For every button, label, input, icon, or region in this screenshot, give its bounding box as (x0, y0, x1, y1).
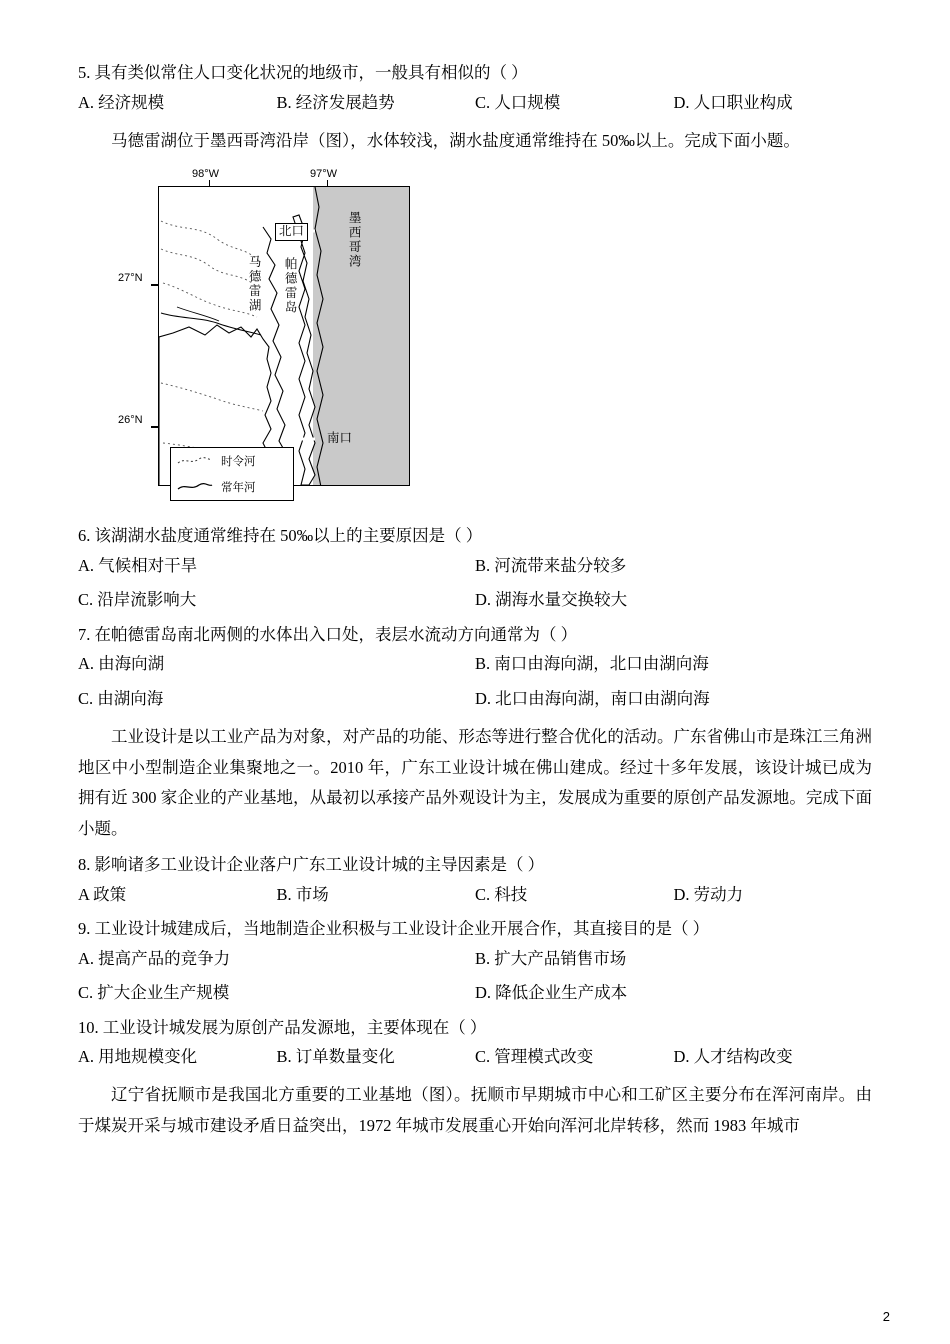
question-9-options-row1 (78, 946, 872, 972)
option-d[interactable]: D. 劳动力 (673, 884, 744, 904)
legend-perennial-river (171, 474, 293, 500)
question-10-stem: 10. 工业设计城发展为原创产品发源地，主要体现在（ ） (78, 1017, 487, 1037)
passage-lake: 马德雷湖位于墨西哥湾沿岸（图），水体较浅，湖水盐度通常维持在 50‰以上。完成下面小题。 (111, 130, 800, 150)
question-10-options (78, 1044, 872, 1070)
option-b[interactable]: B. 经济发展趋势 (276, 92, 395, 112)
question-7-options-row2 (78, 686, 872, 712)
label-gulf: 墨西哥湾 (347, 211, 362, 270)
question-6-options-row1 (78, 553, 872, 579)
page-number: 2 (882, 1309, 890, 1324)
option-c[interactable]: C. 由湖向海 (78, 688, 164, 708)
label-south-inlet: 南口 (327, 431, 353, 446)
legend-seasonal-river-label: 时令河 (221, 456, 256, 469)
passage-industrial-design: 工业设计是以工业产品为对象，对产品的功能、形态等进行整合优化的活动。广东省佛山市是珠江三角洲地区中小型制造企业集聚地之一。2010 年，广东工业设计城在佛山建成。经过十多年发展，该设计城已成为拥有近 300 家企业的产业基地，从最初以承接产品外观设计为主，发展成为重要的原创产品发源地。完成下面小题。 (78, 727, 872, 838)
legend-perennial-river-label: 常年河 (221, 482, 256, 495)
label-north-inlet: 北口 (275, 223, 308, 240)
tick-lat-26 (151, 426, 158, 427)
option-b[interactable]: B. 扩大产品销售市场 (475, 948, 627, 968)
question-9-options-row2 (78, 980, 872, 1006)
label-lagoon: 马德雷湖 (247, 255, 262, 314)
latitude-label-27n: 27°N (118, 272, 143, 285)
question-7-options-row1 (78, 651, 872, 677)
option-c[interactable]: C. 扩大企业生产规模 (78, 983, 230, 1003)
option-a[interactable]: A. 用地规模变化 (78, 1047, 198, 1067)
longitude-label-97w: 97°W (310, 168, 338, 181)
option-a[interactable]: A. 提高产品的竞争力 (78, 948, 231, 968)
passage-fushun: 辽宁省抚顺市是我国北方重要的工业基地（图）。抚顺市早期城市中心和工矿区主要分布在浑河南岸。由于煤炭开采与城市建设矛盾日益突出，1972 年城市发展重心开始向浑河北岸转移，然而 1983 年城市 (78, 1085, 872, 1135)
option-a[interactable]: A. 由海向湖 (78, 654, 165, 674)
option-d[interactable]: D. 湖海水量交换较大 (475, 590, 628, 610)
option-b[interactable]: B. 市场 (276, 884, 329, 904)
map-figure (78, 164, 872, 509)
option-b[interactable]: B. 河流带来盐分较多 (475, 556, 627, 576)
option-c[interactable]: C. 沿岸流影响大 (78, 590, 197, 610)
perennial-river-icon (177, 481, 213, 493)
option-d[interactable]: D. 北口由海向湖，南口由湖向海 (475, 688, 710, 708)
question-6-options-row2 (78, 587, 872, 613)
option-a[interactable]: A. 经济规模 (78, 92, 165, 112)
longitude-label-98w: 98°W (192, 168, 220, 181)
question-8-options (78, 882, 872, 908)
map-legend (170, 447, 294, 501)
question-9-stem: 9. 工业设计城建成后，当地制造企业积极与工业设计企业开展合作，其直接目的是（ ） (78, 919, 710, 939)
option-b[interactable]: B. 订单数量变化 (276, 1047, 395, 1067)
question-5-stem: 5. 具有类似常住人口变化状况的地级市，一般具有相似的（ ） (78, 63, 528, 82)
option-a[interactable]: A 政策 (78, 884, 127, 904)
question-8-stem: 8. 影响诸多工业设计企业落户广东工业设计城的主导因素是（ ） (78, 855, 545, 875)
option-c[interactable]: C. 管理模式改变 (475, 1047, 594, 1067)
option-d[interactable]: D. 降低企业生产成本 (475, 983, 628, 1003)
label-island: 帕德雷岛 (283, 257, 298, 316)
option-c[interactable]: C. 人口规模 (475, 92, 561, 112)
tick-lat-27 (151, 284, 158, 285)
map-container (114, 164, 424, 509)
option-d[interactable]: D. 人口职业构成 (673, 92, 793, 112)
question-7-stem: 7. 在帕德雷岛南北两侧的水体出入口处，表层水流动方向通常为（ ） (78, 624, 578, 644)
option-d[interactable]: D. 人才结构改变 (673, 1047, 793, 1067)
option-a[interactable]: A. 气候相对干旱 (78, 556, 198, 576)
latitude-label-26n: 26°N (118, 414, 143, 427)
legend-seasonal-river (171, 448, 293, 474)
option-b[interactable]: B. 南口由海向湖，北口由湖向海 (475, 654, 709, 674)
question-5-options (78, 90, 872, 116)
question-6-stem: 6. 该湖湖水盐度通常维持在 50‰以上的主要原因是（ ） (78, 526, 483, 546)
option-c[interactable]: C. 科技 (475, 884, 528, 904)
seasonal-river-icon (177, 455, 213, 467)
map-frame (158, 186, 410, 486)
